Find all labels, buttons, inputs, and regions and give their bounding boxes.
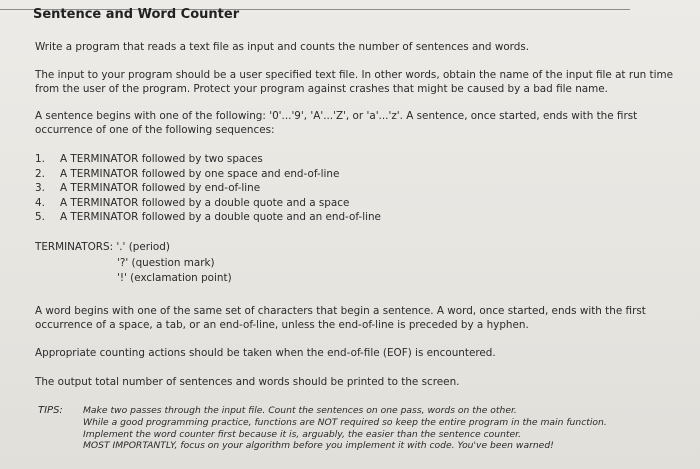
list-text: A TERMINATOR followed by end-of-line <box>60 182 261 195</box>
terminator-question: '?' (question mark) <box>117 256 215 269</box>
list-number: 3. <box>35 182 45 195</box>
tip-line-1: Make two passes through the input file. Count the sentences on one pass, words on the other. <box>83 405 517 416</box>
word-paragraph <box>35 305 675 332</box>
terminator-exclamation: '!' (exclamation point) <box>117 272 232 285</box>
input-line-2: from the user of the program. Protect your program against crashes that might be caused by a bad file name. <box>35 82 608 95</box>
list-item <box>35 181 381 196</box>
terminators-label: TERMINATORS: '.' (period) <box>35 241 170 253</box>
list-number: 1. <box>35 153 45 165</box>
sentence-line-2: occurrence of one of the following sequences: <box>35 123 275 136</box>
sentence-line-1: A sentence begins with one of the following: '0'...'9', 'A'...'Z', or 'a'...'z'. A sentence, once started, ends with the first <box>35 110 638 122</box>
tips-block <box>83 405 683 452</box>
list-number: 5. <box>35 211 45 224</box>
list-text: A TERMINATOR followed by a double quote and a space <box>60 196 350 209</box>
list-item <box>35 210 381 225</box>
list-number: 4. <box>35 196 45 209</box>
input-paragraph <box>35 69 675 96</box>
sequence-list <box>35 152 381 225</box>
list-text: A TERMINATOR followed by one space and end-of-line <box>60 167 340 180</box>
terminators-block <box>35 240 232 287</box>
tip-line-3: Implement the word counter first because it is, arguably, the easier than the sentence counter. <box>83 428 522 440</box>
input-line-1: The input to your program should be a user specified text file. In other words, obtain the name of the input file at run time <box>35 69 674 81</box>
counting-paragraph: Appropriate counting actions should be taken when the end-of-file (EOF) is encountered. <box>35 347 496 359</box>
tip-line-4: MOST IMPORTANTLY, focus on your algorithm before you implement it with code. You've been warned! <box>83 440 554 452</box>
intro-paragraph: Write a program that reads a text file as input and counts the number of sentences and words. <box>35 41 530 53</box>
list-item <box>35 152 381 167</box>
output-paragraph: The output total number of sentences and words should be printed to the screen. <box>35 376 460 388</box>
list-item <box>35 196 381 211</box>
sentence-paragraph <box>35 110 675 137</box>
word-line-1: A word begins with one of the same set of characters that begin a sentence. A word, once started, ends with the first <box>35 305 646 317</box>
list-number: 2. <box>35 167 45 180</box>
page-title: Sentence and Word Counter <box>33 7 240 22</box>
tips-label: TIPS: <box>38 405 63 416</box>
list-text: A TERMINATOR followed by two spaces <box>60 153 263 165</box>
tip-line-2: While a good programming practice, functions are NOT required so keep the entire program in the main function. <box>83 416 607 428</box>
word-line-2: occurrence of a space, a tab, or an end-of-line, unless the end-of-line is preceded by a hyphen. <box>35 318 529 331</box>
list-item <box>35 167 381 182</box>
list-text: A TERMINATOR followed by a double quote and an end-of-line <box>60 211 381 224</box>
